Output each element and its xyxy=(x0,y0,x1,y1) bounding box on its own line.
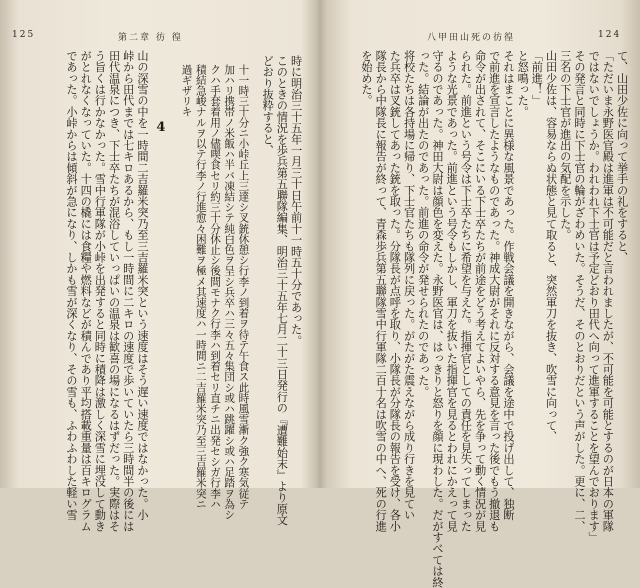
text-line: で前進を宣言したようなものであった。神成大尉がそれに反対する意見を言った後でもう撤退も xyxy=(487,50,501,532)
text-line: それはまことに異様な風景であった。作戦会議を開きながら、会議を途中で投げ出して、独断 xyxy=(501,50,515,521)
text-line: う旨くは行かなかった。雪中行軍隊が小峠を出発すると同時に積降は激しく深雪に埋没して動き xyxy=(93,50,107,532)
quote-line: 加ハリ携帯ノ米飯ハ半バ凍結シテ純白色ヲ呈シ兵卒ハ三々五々集団シ或ハ跳躍シ或ハ足踏ヲ為シ xyxy=(223,64,236,520)
intro-line: このときの情況を歩兵第五聯隊編集、明治三十五年七月二十三日発行の『遭難始末』より原文 xyxy=(275,55,289,526)
quote-line: 積結急峻ナルヲ以テ行李ノ行進愈々困難ヲ極メ其速度ハ一時間ニ二吉羅米突乃至三吉羅米突ニ xyxy=(194,64,207,510)
section-number: 4 xyxy=(156,120,166,135)
text-line: 山の深雪の中を一時間二吉羅米突乃至三吉羅米突という速度はそう遅い速度ではなかった。小 xyxy=(135,50,149,521)
text-line: 「ただいま永野医官殿は進軍は不可能だと言われましたが、不可能を可能とするのが日本の軍隊 xyxy=(601,50,615,532)
text-line: た兵卒は叉銃してあった銃を取った。分隊長が点呼を取り、小隊長が分隊長の報告を受け、各小 xyxy=(388,50,402,532)
intro-line: 時に明治三十五年一月三十日午前十一時五十分であった。 xyxy=(289,55,303,347)
text-line: を始めた。 xyxy=(359,50,373,106)
text-line: 田代温泉につき、下士卒たちが混浴していっぱいの温泉は歓喜の場になるはずだった。実際はそ xyxy=(107,50,121,532)
text-line: その発言と同時に下士官の輪がざわめいた。そうだ、そのとおりだという声がした。更に、二、 xyxy=(572,50,586,532)
intro-line: どおり抜粋すると、 xyxy=(261,55,275,156)
text-line: ような光景であった。前進という号令もしかし、軍刀を抜いた指揮官を見るとわれにかえって見 xyxy=(445,50,459,532)
quote-line: 十一時三十分ニ小峠丘上三達シ叉銃休憩シ行李ノ到着ヲ待テ午食ス此時風雪漸ク強ク寒気従テ xyxy=(237,64,250,510)
text-line: であった。小峠からは傾斜が急になり、しかも雪が深くなり、その雪も、ふわふわした軽い雪 xyxy=(64,50,78,521)
text-line: 三名の下士官が進出の気配を示した。 xyxy=(558,50,572,241)
page-number-right: 124 xyxy=(598,30,622,40)
quote-line: 過ギザリキ xyxy=(180,64,193,117)
text-line: 将校たちは各持場に帰り、下士官たちも隊列に戻った。がたがた震えながら成り行きを見てい xyxy=(402,50,416,521)
text-line: 峠から田代までは七キロあるから、もし一時間に二キロの速度で歩いていたら三時間半の後には xyxy=(121,50,135,532)
running-head-left: 第二章 彷 徨 xyxy=(118,33,183,43)
text-line: がとれなくなっていた。十四の橇には食糧や燃料などが積んであり平均搭載重量は百キログラム xyxy=(79,50,93,532)
right-page xyxy=(322,0,640,588)
text-line: 隊長から中隊長に報告が終って、青森歩兵第五聯隊雪中行軍隊二百十名は吹雪の中へ、死の行進 xyxy=(374,50,388,532)
text-line: られた。前進という号令は下士卒たちに希望を与えた。指揮官としての責任を見失ってしまった xyxy=(459,50,473,532)
text-line: った。結論が出たのであった。前進の命令が発せられたのであった。 xyxy=(416,50,430,398)
text-line: と怒鳴った。 xyxy=(516,50,530,118)
text-line: 守るのであった。神田大尉は顔色を変えた。永野医官は、はっきりと怒りを顔に現わした。だがすべては終 xyxy=(430,50,444,588)
text-line: て、山田少佐に向って挙手の礼をすると、 xyxy=(615,50,629,263)
page-number-left: 125 xyxy=(12,30,36,40)
left-page xyxy=(0,0,318,532)
quote-line: クハ手套着用ノ儘喫食セリ約三十分休止シ後間モナク行李ハ到着セリ直チニ出発セシガ行李ハ xyxy=(209,64,221,510)
text-line: 「前進！」 xyxy=(530,50,544,106)
text-line: ではないでしょうか。われわれ下士官は予定どおり田代へ向って進軍することを望んでおります」 xyxy=(587,50,601,543)
text-line: 命令が出されて、そこにいる下士卒たちが前途をどう考えてよいやら、先を争って動く情況が見 xyxy=(473,50,487,532)
running-head-right: 八甲田山死の彷徨 xyxy=(427,33,516,43)
text-line: 山田少佐は、容易ならぬ状態と見て取ると、突然軍刀を抜き、吹雪に向って、 xyxy=(544,50,558,442)
